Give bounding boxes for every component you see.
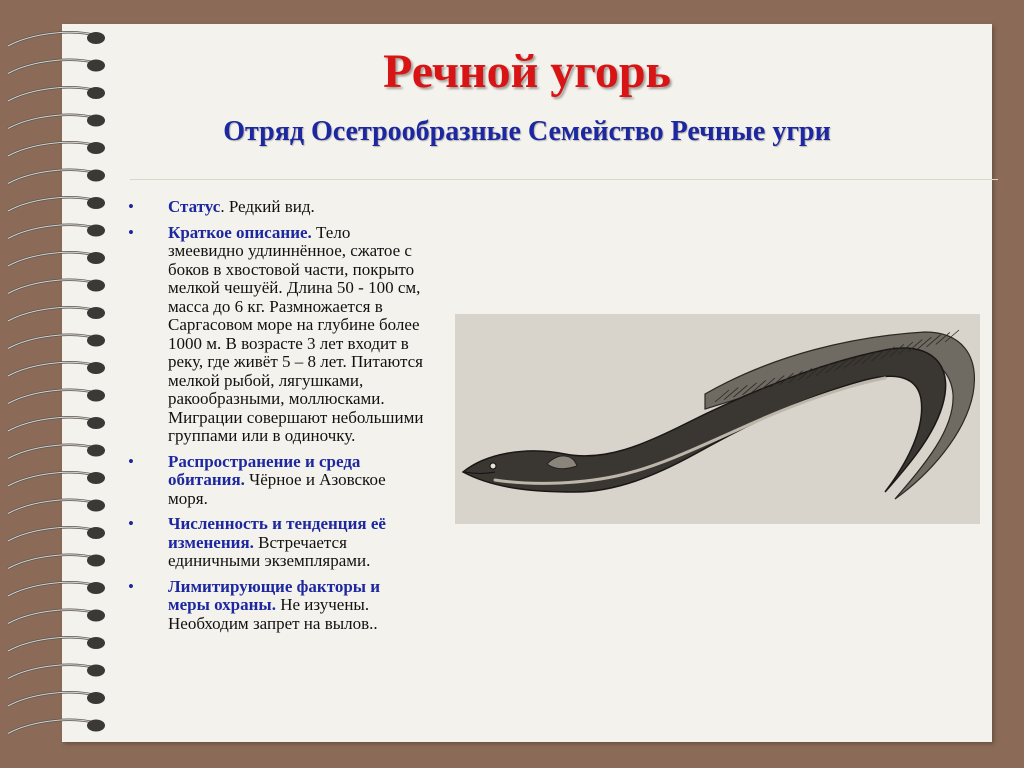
item-text: Не изучены. Необходим запрет на вылов.. (168, 595, 378, 633)
list-item-population (124, 515, 424, 571)
binding-ring (8, 472, 105, 486)
page-subtitle: Отряд Осетрообразные Семейство Речные угри (223, 116, 831, 147)
bullet-icon: • (128, 222, 134, 242)
binding-ring (8, 445, 105, 459)
info-list (124, 198, 424, 640)
divider (130, 179, 998, 180)
item-heading: Численность и тенденция её изменения. (168, 514, 386, 552)
binding-ring (8, 252, 105, 266)
page-title: Речной угорь (383, 45, 671, 98)
bullet-icon: • (128, 576, 134, 596)
eel-image (455, 314, 980, 524)
binding-ring (8, 307, 105, 321)
binding-ring (8, 500, 105, 514)
item-heading: Лимитирующие факторы и меры охраны. (168, 576, 381, 614)
item-heading: Статус (168, 197, 221, 216)
eel-illustration (455, 314, 980, 524)
bullet-icon: • (128, 451, 134, 471)
item-text: . Редкий вид. (220, 197, 315, 216)
binding-ring (8, 692, 105, 706)
binding-ring (8, 720, 105, 734)
binding-ring (8, 170, 105, 184)
list-item-habitat (124, 453, 424, 509)
item-text: Тело змеевидно удлиннённое, сжатое с боков в хвостовой части, покрыто мелкой чешуёй. Длина 50 - 100 см, масса до 6 кг. Размножается в Саргасовом море на глубине более 1000 м. В возрасте 3 лет входит в реку, где живёт 5 – 8 лет. Питаются мелкой рыбой, лягушками, ракообразными, моллюсками. Миграции совершают небольшими группами или в одиночку. (168, 222, 424, 445)
item-text: Чёрное и Азовское моря. (168, 470, 386, 508)
item-heading: Краткое описание. (168, 222, 312, 242)
binding-ring (8, 362, 105, 376)
list-item-status (124, 198, 424, 217)
binding-ring (8, 665, 105, 679)
binding-ring (8, 335, 105, 349)
binding-ring (8, 225, 105, 239)
bullet-icon: • (128, 514, 134, 533)
binding-ring (8, 637, 105, 651)
binding-ring (8, 527, 105, 541)
binding-ring (8, 610, 105, 624)
binding-ring (8, 280, 105, 294)
item-heading: Распространение и среда обитания. (168, 451, 361, 489)
binding-ring (8, 555, 105, 569)
binding-ring (8, 197, 105, 211)
item-text: Встречается единичными экземплярами. (168, 532, 371, 570)
binding-ring (8, 417, 105, 431)
binding-ring (8, 582, 105, 596)
list-item-description (124, 224, 424, 446)
list-item-protection (124, 578, 424, 634)
binding-ring (8, 390, 105, 404)
bullet-icon: • (128, 197, 134, 216)
